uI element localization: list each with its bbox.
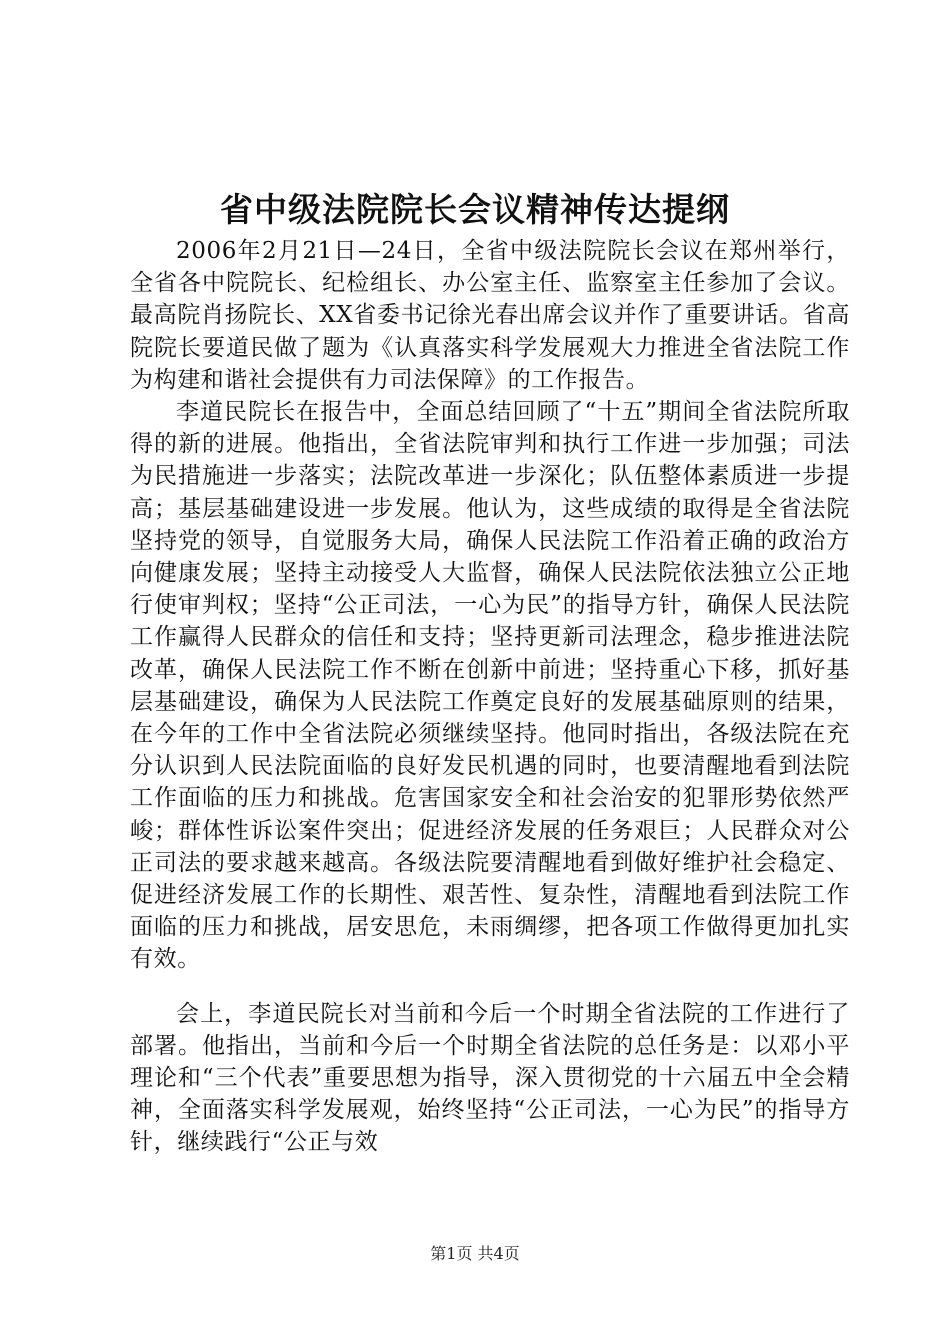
document-title: 省中级法院院长会议精神传达提纲 <box>220 190 730 229</box>
paragraph-work-deployment: 会上，李道民院长对当前和今后一个时期全省法院的工作进行了部署。他指出，当前和今后一个时期全省法院的总任务是：以邓小平理论和“三个代表”重要思想为指导，深入贯彻党的十六届五中全会精神，全面落实科学发展观，始终坚持“公正司法，一心为民”的指导方针，继续践行“公正与效 <box>130 1000 850 1156</box>
paragraph-meeting-intro: 2006年2月21日—24日，全省中级法院院长会议在郑州举行，全省各中院院长、纪检组长、办公室主任、监察室主任参加了会议。最高院肖扬院长、XX省委书记徐光春出席会议并作了重要讲话。省高院院长要道民做了题为《认真落实科学发展观大力推进全省法院工作为构建和谐社会提供有力司法保障》的工作报告。 <box>130 238 850 393</box>
paragraph-spacer <box>130 976 850 998</box>
document-body <box>130 235 850 1159</box>
paragraph-report-summary: 李道民院长在报告中，全面总结回顾了“十五”期间全省法院所取得的新的进展。他指出，全省法院审判和执行工作进一步加强；司法为民措施进一步落实；法院改革进一步深化；队伍整体素质进一步提高；基层基础建设进一步发展。他认为，这些成绩的取得是全省法院坚持党的领导，自觉服务大局，确保人民法院工作沿着正确的政治方向健康发展；坚持主动接受人大监督，确保人民法院依法独立公正地行使审判权；坚持“公正司法，一心为民”的指导方针，确保人民法院工作赢得人民群众的信任和支持；坚持更新司法理念，稳步推进法院改革，确保人民法院工作不断在创新中前进；坚持重心下移，抓好基层基础建设，确保为人民法院工作奠定良好的发展基础原则的结果，在今年的工作中全省法院必须继续坚持。他同时指出，各级法院在充分认识到人民法院面临的良好发民机遇的同时，也要清醒地看到法院工作面临的压力和挑战。危害国家安全和社会治安的犯罪形势依然严峻；群体性诉讼案件突出；促进经济发展的任务艰巨；人民群众对公正司法的要求越来越高。各级法院要清醒地看到做好维护社会稳定、促进经济发展工作的长期性、艰苦性、复杂性，清醒地看到法院工作面临的压力和挑战，居安思危，未雨绸缪，把各项工作做得更加扎实有效。 <box>130 399 850 973</box>
page-footer: 第1页 共4页 <box>430 1244 520 1263</box>
